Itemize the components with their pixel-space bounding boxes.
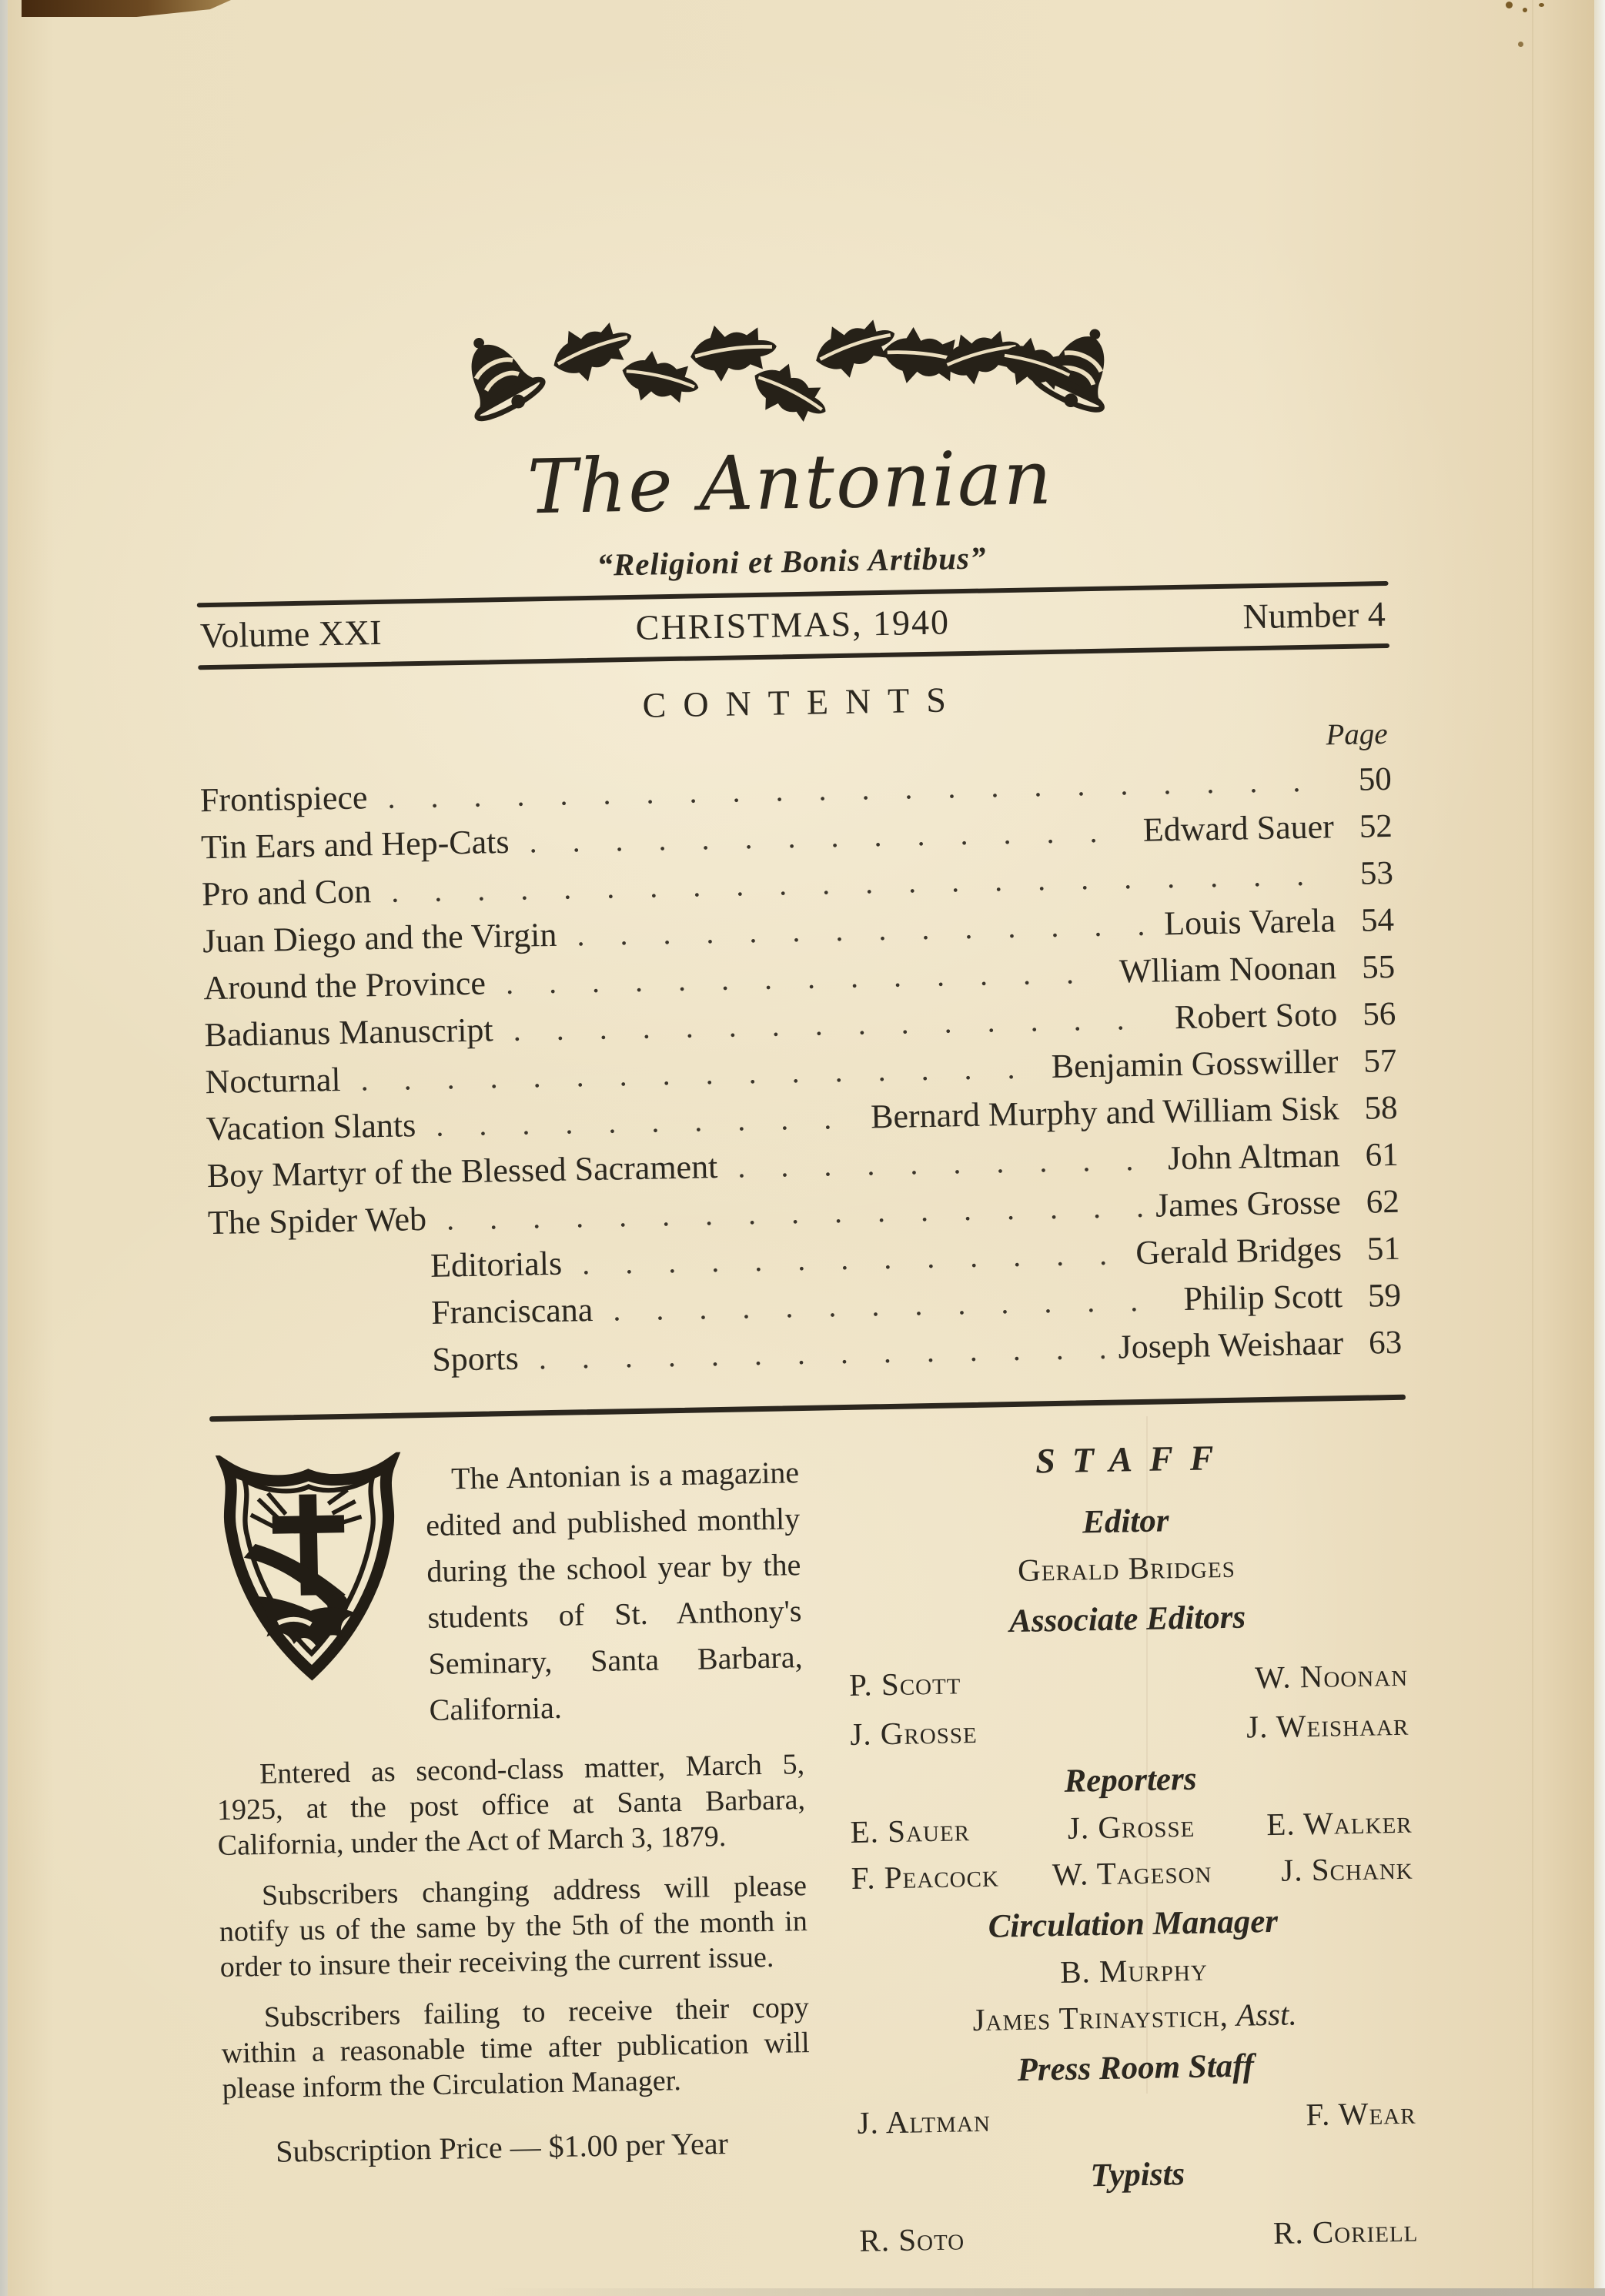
toc-author: James Grosse xyxy=(1155,1183,1342,1225)
toc-title: Around the Province xyxy=(202,964,487,1008)
toc-page-number: 59 xyxy=(1367,1277,1402,1315)
subscription-price: Subscription Price — $1.00 per Year xyxy=(275,2125,729,2169)
scan-edge-right xyxy=(1594,0,1605,2296)
dot-leader xyxy=(506,955,1106,1000)
masthead xyxy=(0,0,1596,673)
staff-name: B. Murphy xyxy=(1059,1951,1209,1990)
toc-author: Joseph Weishaar xyxy=(1118,1324,1344,1366)
role-label-typists: Typists xyxy=(1090,2156,1185,2194)
staff-name: F. Peacock xyxy=(851,1857,1000,1896)
staff-name: James Trinaystich, Asst. xyxy=(972,1996,1298,2038)
staff-column xyxy=(843,1434,1419,2259)
magazine-motto: “Religioni et Bonis Artibus” xyxy=(596,540,987,583)
dot-leader xyxy=(613,1282,1170,1326)
section-divider-rule xyxy=(209,1395,1406,1422)
assistant-suffix: Asst. xyxy=(1236,1996,1298,2033)
role-label-associate-editors: Associate Editors xyxy=(1008,1599,1246,1640)
number-label: Number 4 xyxy=(1242,594,1386,637)
staff-name: R. Soto xyxy=(858,2221,965,2258)
toc-page-number: 63 xyxy=(1368,1324,1403,1362)
toc-page-number: 58 xyxy=(1364,1089,1398,1127)
page-column-label: Page xyxy=(1326,717,1389,752)
toc-author: Gerald Bridges xyxy=(1135,1230,1343,1272)
staff-name: P. Scott xyxy=(848,1665,961,1703)
toc-page-number: 55 xyxy=(1361,948,1396,986)
lower-section xyxy=(211,1434,1420,2271)
seminary-crest-icon xyxy=(211,1452,409,1689)
dot-leader xyxy=(513,1001,1161,1046)
toc-page-number: 51 xyxy=(1366,1230,1401,1268)
about-paragraph: Subscribers changing address will please notify us of the same by the 5th of the month in order to insure their receiving the current issue. xyxy=(219,1870,808,1984)
toc-page-number: 53 xyxy=(1359,854,1394,892)
toc-title: Sports xyxy=(431,1338,520,1379)
about-paragraph: The Antonian is a magazine edited and published monthly during the school year by the students of St. Anthony's Seminary, Santa Barbara, California. xyxy=(425,1455,803,1727)
toc-author: Bernard Murphy and William Sisk xyxy=(870,1089,1339,1136)
staff-name: J. Weishaar xyxy=(1246,1706,1409,1745)
toc-page-number: 52 xyxy=(1359,807,1393,845)
staff-name: E. Sauer xyxy=(850,1812,971,1850)
toc-title: Nocturnal xyxy=(205,1060,341,1101)
toc-page-number: 57 xyxy=(1363,1042,1397,1080)
dot-leader xyxy=(391,857,1322,908)
toc-page-number: 61 xyxy=(1365,1136,1399,1174)
toc-title: Frontispiece xyxy=(199,778,368,820)
role-label-circulation-manager: Circulation Manager xyxy=(988,1903,1279,1945)
toc-page-number: 62 xyxy=(1366,1183,1400,1221)
toc-title: Vacation Slants xyxy=(206,1106,416,1148)
staff-name: R. Coriell xyxy=(1272,2212,1419,2251)
volume-label: Volume XXI xyxy=(199,612,382,656)
staff-heading: STAFF xyxy=(1035,1437,1231,1481)
dot-leader xyxy=(538,1331,1105,1375)
toc-title: Badianus Manuscript xyxy=(204,1011,494,1054)
staff-name: W. Tageson xyxy=(1052,1853,1212,1893)
dot-leader xyxy=(577,907,1151,952)
staff-name: W. Noonan xyxy=(1254,1656,1409,1696)
toc-page-number: 54 xyxy=(1360,901,1395,939)
publication-info-column xyxy=(211,1445,812,2171)
toc-title: Franciscana xyxy=(430,1291,594,1332)
toc-author: Benjamin Gosswiller xyxy=(1051,1042,1339,1086)
issue-label: CHRISTMAS, 1940 xyxy=(635,602,951,647)
toc-title: Editorials xyxy=(430,1244,563,1285)
toc-title: Tin Ears and Hep-Cats xyxy=(200,822,510,867)
toc-page-number: 56 xyxy=(1362,995,1396,1033)
dot-leader xyxy=(737,1142,1155,1184)
role-label-editor: Editor xyxy=(1082,1502,1169,1541)
role-label-reporters: Reporters xyxy=(1064,1760,1197,1800)
toc-author: John Altman xyxy=(1167,1136,1341,1178)
toc-author: Edward Sauer xyxy=(1142,807,1335,849)
toc-title: Juan Diego and the Virgin xyxy=(202,915,557,961)
staff-name: J. Grosse xyxy=(849,1713,978,1752)
staff-name: E. Walker xyxy=(1266,1803,1413,1843)
toc-title: The Spider Web xyxy=(207,1199,427,1242)
staff-name: J. Schank xyxy=(1280,1850,1414,1888)
bell-icon xyxy=(443,320,550,429)
role-label-press-room-staff: Press Room Staff xyxy=(1017,2047,1255,2089)
staff-name: Gerald Bridges xyxy=(1017,1548,1236,1588)
issue-banner xyxy=(196,581,1389,670)
staff-name: J. Grosse xyxy=(1067,1807,1195,1846)
about-paragraph: Subscribers failing to receive their copy within a reasonable time after publication will please inform the Circulation Manager. xyxy=(221,1991,811,2106)
about-paragraph: Entered as second-class matter, March 5, 1925, at the post office at Santa Barbara, California, under the Act of March 3, 1879. xyxy=(216,1748,806,1863)
dot-leader xyxy=(582,1236,1122,1280)
magazine-title: The Antonian xyxy=(526,433,1055,531)
staff-name: F. Wear xyxy=(1306,2094,1416,2133)
toc-page-number: 50 xyxy=(1358,760,1393,798)
scan-edge-bottom xyxy=(0,2288,1605,2296)
dot-leader xyxy=(446,1189,1142,1236)
toc-author: Robert Soto xyxy=(1174,995,1338,1037)
toc-row xyxy=(200,807,1393,867)
table-of-contents xyxy=(199,717,1402,1381)
bells-and-holly-garland-icon xyxy=(435,300,1142,435)
toc-title: Boy Martyr of the Blessed Sacrament xyxy=(206,1148,718,1195)
dot-leader xyxy=(387,764,1319,814)
dot-leader xyxy=(436,1101,858,1142)
toc-author: Louis Varela xyxy=(1163,901,1336,943)
scan-edge-left xyxy=(0,0,8,2296)
toc-row xyxy=(210,1325,1403,1381)
toc-author: Philip Scott xyxy=(1182,1277,1343,1318)
toc-author: Wlliam Noonan xyxy=(1118,948,1337,991)
dot-leader xyxy=(360,1050,1038,1096)
dot-leader xyxy=(529,814,1129,858)
staff-name: J. Altman xyxy=(857,2102,991,2141)
contents-heading: CONTENTS xyxy=(642,680,964,725)
toc-title: Pro and Con xyxy=(201,872,372,914)
